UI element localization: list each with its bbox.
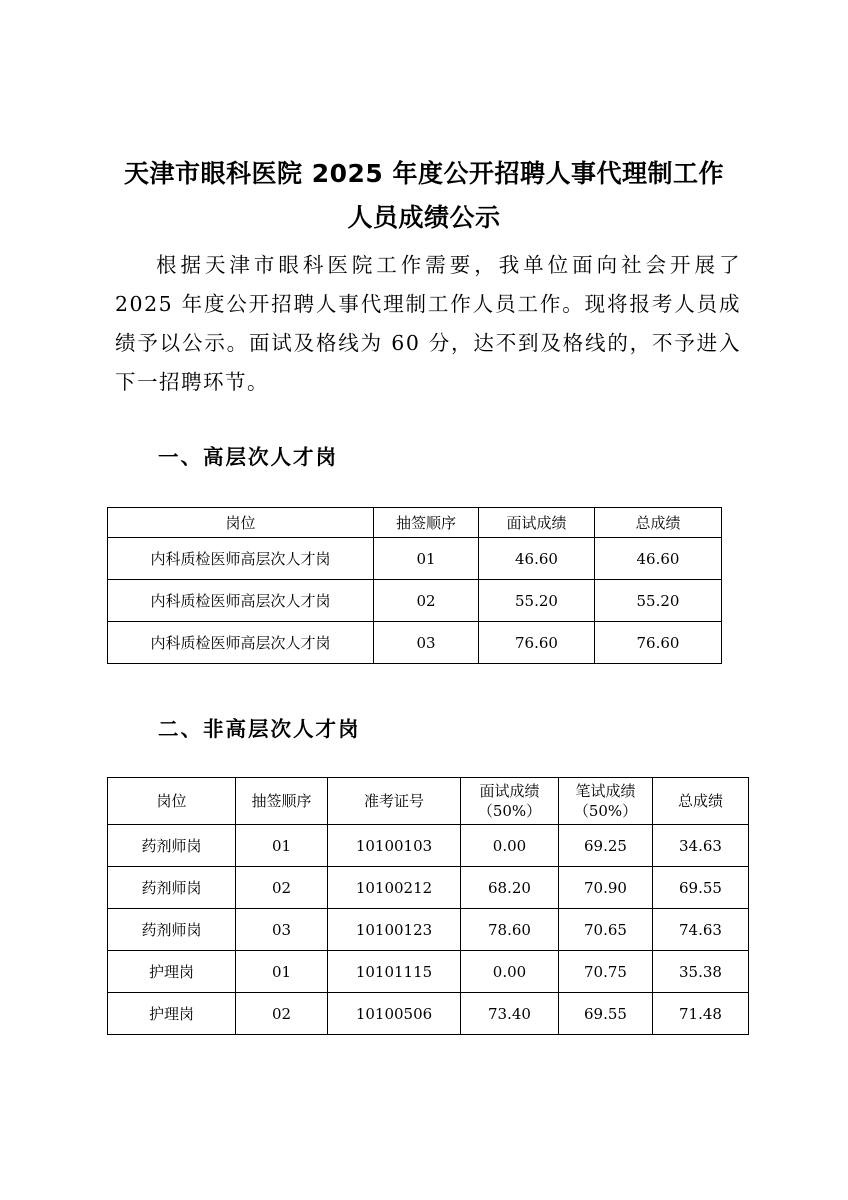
table-row xyxy=(108,993,749,1035)
header-weight-label: （50%） xyxy=(573,802,638,820)
table-header-row xyxy=(108,508,722,538)
cell-total-score: 74.63 xyxy=(653,909,749,951)
cell-exam-number: 10100123 xyxy=(328,909,461,951)
column-header-total-score: 总成绩 xyxy=(653,778,749,825)
cell-total-score: 35.38 xyxy=(653,951,749,993)
section-1-heading: 一、高层次人才岗 xyxy=(158,445,338,469)
column-header-position: 岗位 xyxy=(108,508,374,538)
cell-position: 内科质检医师高层次人才岗 xyxy=(108,580,374,622)
cell-total-score: 71.48 xyxy=(653,993,749,1035)
document-title-line-2: 人员成绩公示 xyxy=(347,203,501,232)
cell-position: 药剂师岗 xyxy=(108,825,236,867)
cell-draw-order: 01 xyxy=(236,951,328,993)
cell-interview-score: 68.20 xyxy=(461,867,559,909)
cell-position: 内科质检医师高层次人才岗 xyxy=(108,622,374,664)
header-main-label: 面试成绩 xyxy=(479,782,540,800)
high-level-talent-score-table xyxy=(107,507,722,664)
cell-draw-order: 02 xyxy=(236,993,328,1035)
cell-exam-number: 10101115 xyxy=(328,951,461,993)
cell-position: 药剂师岗 xyxy=(108,867,236,909)
cell-draw-order: 01 xyxy=(374,538,479,580)
cell-written-score: 70.75 xyxy=(559,951,653,993)
cell-interview-score: 78.60 xyxy=(461,909,559,951)
cell-written-score: 69.25 xyxy=(559,825,653,867)
cell-exam-number: 10100212 xyxy=(328,867,461,909)
intro-paragraph: 根据天津市眼科医院工作需要，我单位面向社会开展了 2025 年度公开招聘人事代理制工作人员工作。现将报考人员成绩予以公示。面试及格线为 60 分，达不到及格线的，不予进入下一招聘环节。 xyxy=(115,253,741,394)
cell-draw-order: 02 xyxy=(236,867,328,909)
cell-interview-score: 46.60 xyxy=(479,538,595,580)
cell-total-score: 46.60 xyxy=(595,538,722,580)
cell-draw-order: 01 xyxy=(236,825,328,867)
table-row xyxy=(108,867,749,909)
table-row xyxy=(108,538,722,580)
cell-draw-order: 03 xyxy=(374,622,479,664)
cell-written-score: 70.65 xyxy=(559,909,653,951)
cell-total-score: 34.63 xyxy=(653,825,749,867)
column-header-position: 岗位 xyxy=(108,778,236,825)
column-header-total-score: 总成绩 xyxy=(595,508,722,538)
cell-position: 药剂师岗 xyxy=(108,909,236,951)
cell-written-score: 69.55 xyxy=(559,993,653,1035)
table-row xyxy=(108,622,722,664)
cell-draw-order: 03 xyxy=(236,909,328,951)
cell-position: 内科质检医师高层次人才岗 xyxy=(108,538,374,580)
table-header-row xyxy=(108,778,749,825)
cell-interview-score: 76.60 xyxy=(479,622,595,664)
cell-written-score: 70.90 xyxy=(559,867,653,909)
cell-position: 护理岗 xyxy=(108,951,236,993)
column-header-exam-number: 准考证号 xyxy=(328,778,461,825)
cell-interview-score: 0.00 xyxy=(461,951,559,993)
section-2-heading: 二、非高层次人才岗 xyxy=(158,717,361,741)
table-row xyxy=(108,951,749,993)
table-row xyxy=(108,580,722,622)
cell-interview-score: 73.40 xyxy=(461,993,559,1035)
non-high-level-talent-score-table xyxy=(107,777,749,1035)
header-main-label: 笔试成绩 xyxy=(575,782,636,800)
cell-exam-number: 10100506 xyxy=(328,993,461,1035)
column-header-written-score xyxy=(559,778,653,825)
cell-position: 护理岗 xyxy=(108,993,236,1035)
cell-total-score: 55.20 xyxy=(595,580,722,622)
cell-interview-score: 55.20 xyxy=(479,580,595,622)
column-header-interview-score: 面试成绩 xyxy=(479,508,595,538)
column-header-draw-order: 抽签顺序 xyxy=(374,508,479,538)
cell-total-score: 76.60 xyxy=(595,622,722,664)
cell-total-score: 69.55 xyxy=(653,867,749,909)
column-header-draw-order: 抽签顺序 xyxy=(236,778,328,825)
table-row xyxy=(108,909,749,951)
table-row xyxy=(108,825,749,867)
header-weight-label: （50%） xyxy=(477,802,542,820)
column-header-interview-score xyxy=(461,778,559,825)
document-title-line-1: 天津市眼科医院 2025 年度公开招聘人事代理制工作 xyxy=(124,159,724,188)
cell-draw-order: 02 xyxy=(374,580,479,622)
cell-exam-number: 10100103 xyxy=(328,825,461,867)
cell-interview-score: 0.00 xyxy=(461,825,559,867)
